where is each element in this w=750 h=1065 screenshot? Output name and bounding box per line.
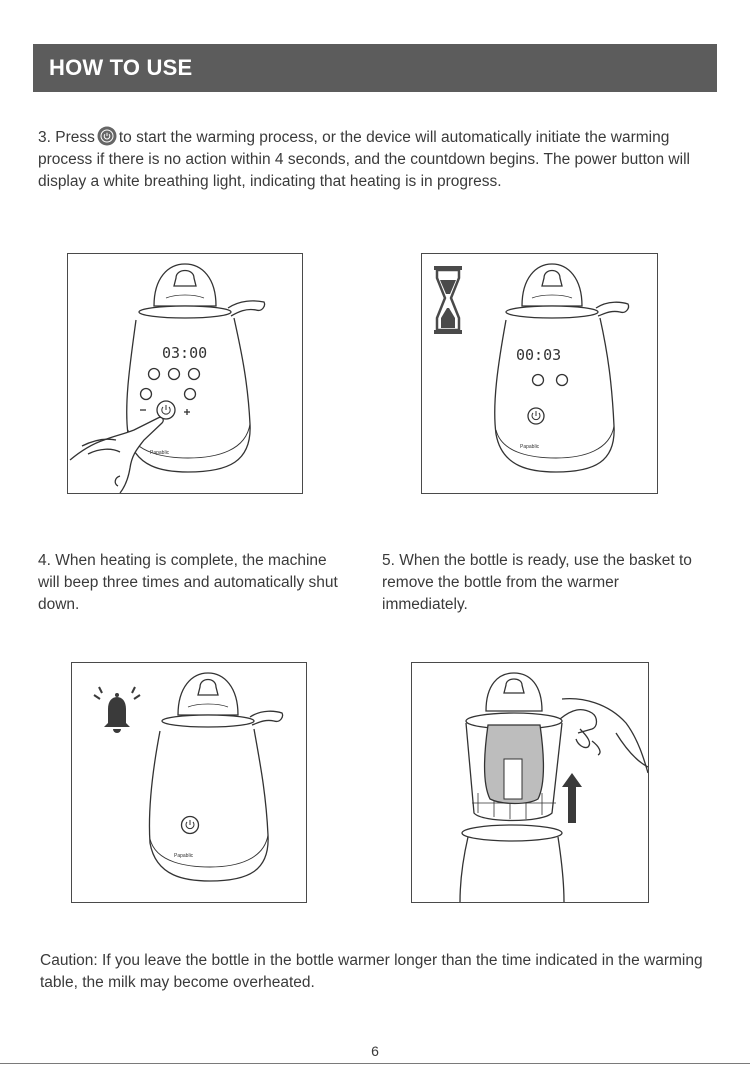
up-arrow-icon <box>562 773 582 823</box>
brand-logo: Papablic <box>174 853 194 859</box>
caution-text: Caution: If you leave the bottle in the bottle warmer longer than the time indicated in the warming table, the milk may become overheated. <box>40 952 703 991</box>
brand-logo: Papablic <box>520 444 540 450</box>
timer-display: 00:03 <box>516 346 562 364</box>
hourglass-icon <box>434 266 462 334</box>
page-number: 6 <box>371 1043 379 1059</box>
section-title: HOW TO USE <box>49 55 193 80</box>
power-icon <box>97 126 117 146</box>
figure-complete <box>71 662 307 903</box>
bell-icon <box>94 687 140 733</box>
section-header <box>33 44 717 92</box>
figure-countdown <box>421 253 658 494</box>
figure-remove-bottle <box>411 662 649 903</box>
step-3-text <box>38 126 718 193</box>
footer-divider <box>0 1063 750 1064</box>
step-3-text-start: 3. Press <box>38 129 95 146</box>
timer-display: 03:00 <box>162 344 208 362</box>
figure-press-power <box>67 253 303 494</box>
brand-logo: Papablic <box>150 450 170 456</box>
step-4-text: 4. When heating is complete, the machine will beep three times and automatically shut down. <box>38 552 338 613</box>
step-3-text-end: to start the warming process, or the device will automatically initiate the warming process if there is no action within 4 seconds, and the countdown begins. The power button will display a white breathing light, indicating that heating is in progress. <box>38 129 690 190</box>
step-5-text: 5. When the bottle is ready, use the basket to remove the bottle from the warmer immediately. <box>382 552 692 613</box>
